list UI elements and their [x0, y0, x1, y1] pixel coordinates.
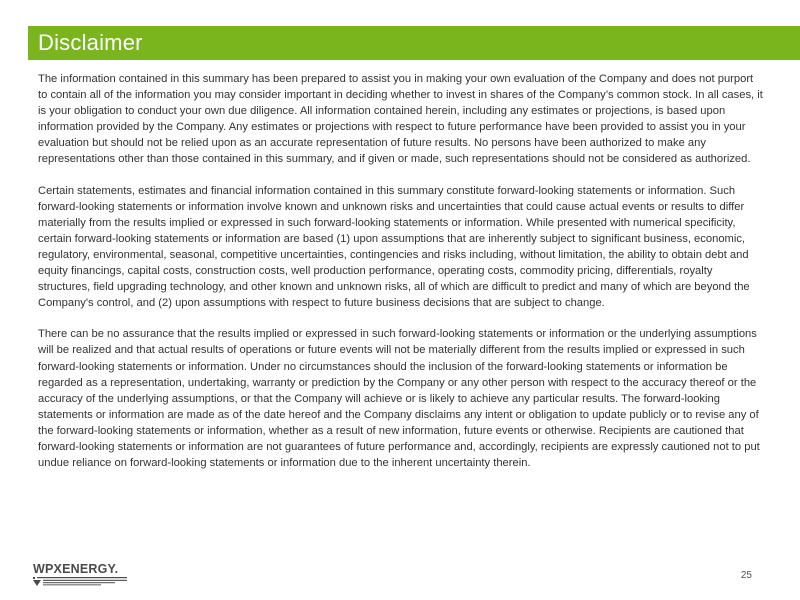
page-title: Disclaimer: [38, 30, 143, 55]
title-bar: [28, 26, 800, 60]
logo-stripes-icon: [33, 577, 133, 587]
disclaimer-body: [38, 71, 763, 486]
wpx-energy-logo: [33, 562, 133, 586]
disclaimer-paragraph-1: The information contained in this summary has been prepared to assist you in making your own evaluation of the Company and does not purport to contain all of the information you may consider important in deciding whether to invest in shares of the Company’s common stock. In all cases, it is your obligation to conduct your own due diligence. All information contained herein, including any estimates or projections, is based upon information provided by the Company. Any estimates or projections with respect to future performance have been provided to assist you in your evaluation but should not be relied upon as an accurate representation of future results. No persons have been authorized to make any representations other than those contained in this summary, and if given or made, such representations should not be considered as authorized.: [38, 73, 763, 166]
page-number: 25: [740, 570, 752, 581]
disclaimer-paragraph-3: There can be no assurance that the results implied or expressed in such forward-looking statements or information or the underlying assumptions will be realized and that actual results of operations or future events will not be materially different from the results implied or expressed in such forward-looking statements or information. Under no circumstances should the inclusion of the forward-looking statements or information be regarded as a representation, undertaking, warranty or prediction by the Company or any other person with respect to the accuracy thereof or the accuracy of the underlying assumptions, or that the Company will achieve or is likely to achieve any particular results. The forward-looking statements or information are made as of the date hereof and the Company disclaims any intent or obligation to update publicly or to revise any of the forward-looking statements or information, whether as a result of new information, future events or otherwise. Recipients are cautioned that forward-looking statements or information are not guarantees of future performance and, accordingly, recipients are expressly cautioned not to put undue reliance on forward-looking statements or information due to the inherent uncertainty therein.: [38, 328, 760, 470]
disclaimer-paragraph-2: Certain statements, estimates and financial information contained in this summary constitute forward-looking statements or information. Such forward-looking statements or information involve known and unknown risks and uncertainties that could cause actual events or results to differ materially from the results implied or expressed in such forward-looking statements or information. While presented with numerical specificity, certain forward-looking statements or information are based (1) upon assumptions that are inherently subject to significant business, economic, regulatory, environmental, seasonal, competitive uncertainties, contingencies and risks including, without limitation, the ability to obtain debt and equity financings, capital costs, construction costs, well production performance, operating costs, commodity pricing, differentials, royalty structures, field upgrading technology, and other known and unknown risks, all of which are difficult to predict and many of which are beyond the Company's control, and (2) upon assumptions with respect to future business decisions that are subject to change.: [38, 184, 750, 310]
logo-text: WPXENERGY.: [33, 562, 119, 576]
